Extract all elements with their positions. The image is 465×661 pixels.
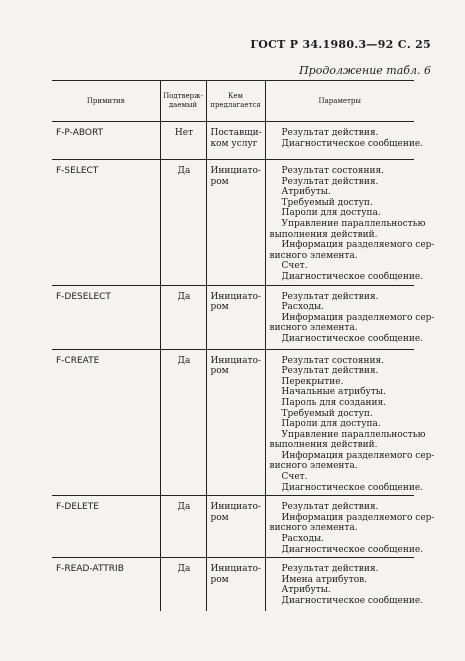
confirmed-cell: Да <box>160 160 206 286</box>
parameter-line: Диагностическое сообщение. <box>281 333 424 344</box>
parameter-line: висного элемента. <box>269 323 358 334</box>
parameters-cell <box>265 160 435 286</box>
table-row <box>52 160 414 286</box>
table-continuation-label: Продолжение табл. 6 <box>299 64 431 77</box>
parameter-line: Результат действия. <box>281 176 379 187</box>
parameter-line: Счет. <box>281 261 308 272</box>
parameter-line: висного элемента. <box>269 461 358 472</box>
parameter-line: Результат действия. <box>281 564 379 575</box>
parameter-line: Диагностическое сообщение. <box>281 544 424 555</box>
proposer-cell <box>206 122 265 160</box>
primitive-cell: F-READ-ATTRIB <box>56 564 124 575</box>
proposer-cell <box>206 496 265 558</box>
confirmed-cell: Да <box>160 349 206 496</box>
table-header-row <box>52 81 414 122</box>
parameter-line: Требуемый доступ. <box>281 408 373 419</box>
column-header-primitive: Примитив <box>52 81 160 122</box>
parameter-line: Счет. <box>281 472 308 483</box>
confirmed-cell: Да <box>160 496 206 558</box>
parameter-line: Пароль для создания. <box>281 397 386 408</box>
proposer-cell <box>206 558 265 612</box>
primitives-table <box>52 80 435 611</box>
table-row <box>52 285 414 349</box>
parameter-line: выполнения действий. <box>269 440 378 451</box>
parameter-line: Результат состояния. <box>281 355 384 366</box>
parameter-line: Атрибуты. <box>281 187 331 198</box>
parameter-line: Результат действия. <box>281 502 379 513</box>
primitive-cell: F-P-ABORT <box>52 122 160 160</box>
confirmed-cell: Нет <box>160 122 206 160</box>
proposer-line: ром <box>210 176 229 187</box>
parameter-line: висного элемента. <box>269 250 358 261</box>
proposer-line: Инициато- <box>210 166 261 176</box>
proposer-line: Инициато- <box>210 502 261 513</box>
parameters-cell <box>265 285 435 349</box>
column-header-proposer: Кем предлагается <box>206 81 265 122</box>
parameter-line: Результат действия. <box>281 128 379 138</box>
parameter-line: Атрибуты. <box>281 585 331 596</box>
proposer-line: ком услуг <box>210 138 258 149</box>
proposer-line: ром <box>210 512 229 523</box>
parameter-line: Пароли для доступа. <box>281 208 381 219</box>
page-header: ГОСТ Р 34.1980.3—92 С. 25 <box>250 38 431 51</box>
parameter-line: висного элемента. <box>269 523 358 534</box>
column-header-parameters: Параметры <box>265 81 414 122</box>
parameter-line: выполнения действий. <box>269 229 378 240</box>
column-header-confirmed: Подтверж-даемый <box>160 81 206 122</box>
table-row <box>52 496 414 558</box>
proposer-cell <box>206 285 265 349</box>
parameter-line: Информация разделяемого сер- <box>281 450 435 461</box>
table-body <box>52 122 435 612</box>
proposer-line: Инициато- <box>210 564 261 575</box>
proposer-line: Инициато- <box>210 355 261 366</box>
parameter-line: Результат действия. <box>281 366 379 377</box>
proposer-line: ром <box>210 366 229 377</box>
primitive-cell: F-DESELECT <box>52 285 160 349</box>
parameter-line: Результат действия. <box>281 291 379 302</box>
primitive-cell: F-CREATE <box>52 349 160 496</box>
parameter-line: Расходы. <box>281 534 325 545</box>
confirmed-cell: Да <box>160 558 206 612</box>
parameter-line: Диагностическое сообщение. <box>281 596 424 606</box>
table-row <box>52 122 414 160</box>
primitive-cell: F-DELETE <box>52 496 160 558</box>
proposer-line: Поставщи- <box>210 128 262 138</box>
parameter-line: Диагностическое сообщение. <box>281 271 424 282</box>
proposer-line: ром <box>210 574 229 585</box>
parameter-line: Информация разделяемого сер- <box>281 312 435 323</box>
parameter-line: Начальные атрибуты. <box>281 387 386 398</box>
parameter-line: Диагностическое сообщение. <box>281 482 424 493</box>
parameter-line: Управление параллельностью <box>281 218 426 229</box>
confirmed-cell: Да <box>160 285 206 349</box>
parameter-line: Результат состояния. <box>281 166 384 176</box>
parameter-line: Информация разделяемого сер- <box>281 512 435 523</box>
proposer-cell <box>206 349 265 496</box>
parameter-line: Пароли для доступа. <box>281 419 381 430</box>
parameters-cell <box>265 496 435 558</box>
parameter-line: Информация разделяемого сер- <box>281 240 435 251</box>
parameter-line: Требуемый доступ. <box>281 197 373 208</box>
table-row <box>52 558 414 612</box>
parameter-line: Управление параллельностью <box>281 429 426 440</box>
proposer-cell <box>206 160 265 286</box>
parameter-line: Расходы. <box>281 302 325 313</box>
proposer-line: Инициато- <box>210 291 261 302</box>
primitive-cell: F-SELECT <box>52 160 160 286</box>
parameter-line: Имена атрибутов. <box>281 574 368 585</box>
proposer-line: ром <box>210 302 229 313</box>
parameter-line: Перекрытие. <box>281 376 344 387</box>
table-row <box>52 349 414 496</box>
parameters-cell <box>265 558 424 612</box>
parameters-cell <box>265 122 424 160</box>
parameter-line: Диагностическое сообщение. <box>281 138 424 149</box>
parameters-cell <box>265 349 435 496</box>
